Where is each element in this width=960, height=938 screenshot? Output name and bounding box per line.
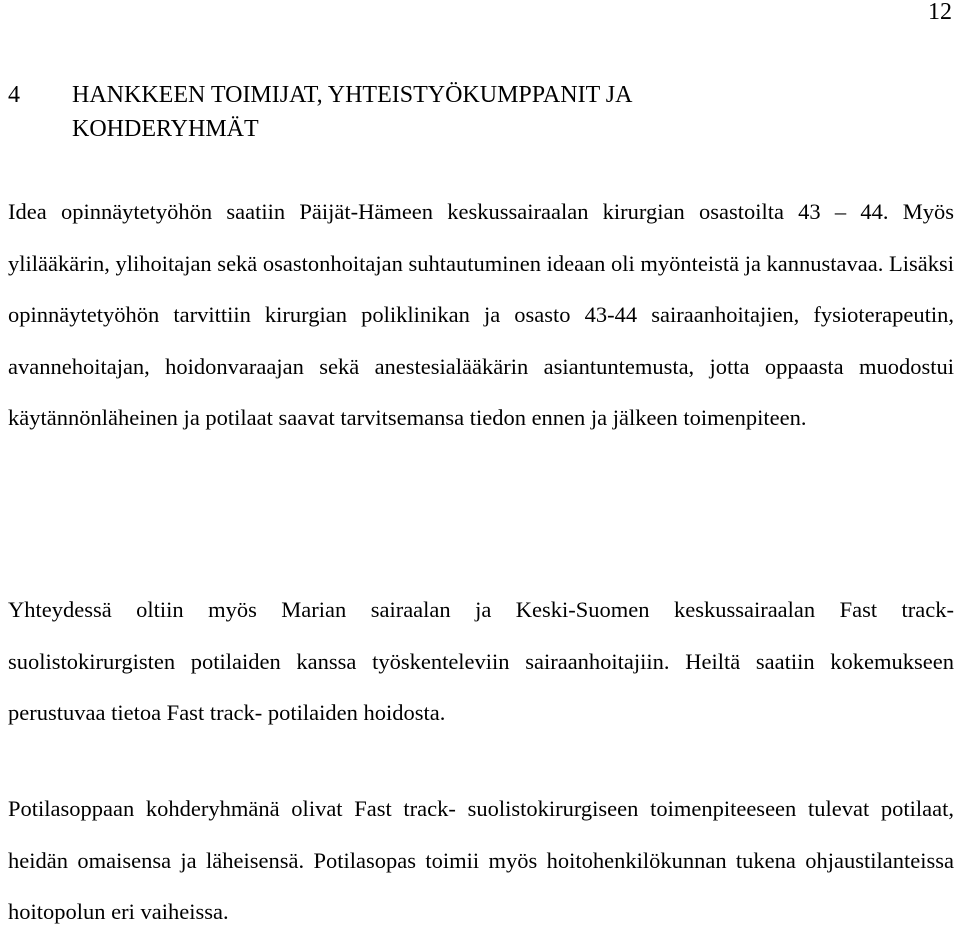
chapter-title: HANKKEEN TOIMIJAT, YHTEISTYÖKUMPPANIT JA KOHDERYHMÄT [72,82,632,142]
page-number: 12 [928,0,952,25]
chapter-number: 4 [8,82,20,108]
paragraph-idea: Idea opinnäytetyöhön saatiin Päijät-Hämeen keskussairaalan kirurgian osastoilta 43 – 44. Myös ylilääkärin, ylihoitajan sekä osastonhoitajan suhtautuminen ideaan oli myönteistä ja kannustavaa. Lisäksi opinnäytetyöhön tarvittiin kirurgian poliklinikan ja osasto 43-44 sairaanhoitajien, fysioterapeutin, avannehoitajan, hoidonvaraajan sekä anestesialääkärin asiantuntemusta, jotta oppaasta muodostui käytännönläheinen ja potilaat saavat tarvitsemansa tiedon ennen ja jälkeen toimenpiteen. [8,199,955,430]
paragraph-contacts: Yhteydessä oltiin myös Marian sairaalan ja Keski-Suomen keskussairaalan Fast track- suolistokirurgisten potilaiden kanssa työskenteleviin sairaanhoitajiin. Heiltä saatiin kokemukseen perustuvaa tietoa Fast track- potilaiden hoidosta. [8,597,954,725]
chapter-heading [8,78,792,146]
paragraph-target-group: Potilasoppaan kohderyhmänä olivat Fast track- suolistokirurgiseen toimenpiteeseen tulevat potilaat, heidän omaisensa ja läheisensä. Potilasopas toimii myös hoitohenkilökunnan tukena ohjaustilanteissa hoitopolun eri vaiheissa. [8,796,954,924]
